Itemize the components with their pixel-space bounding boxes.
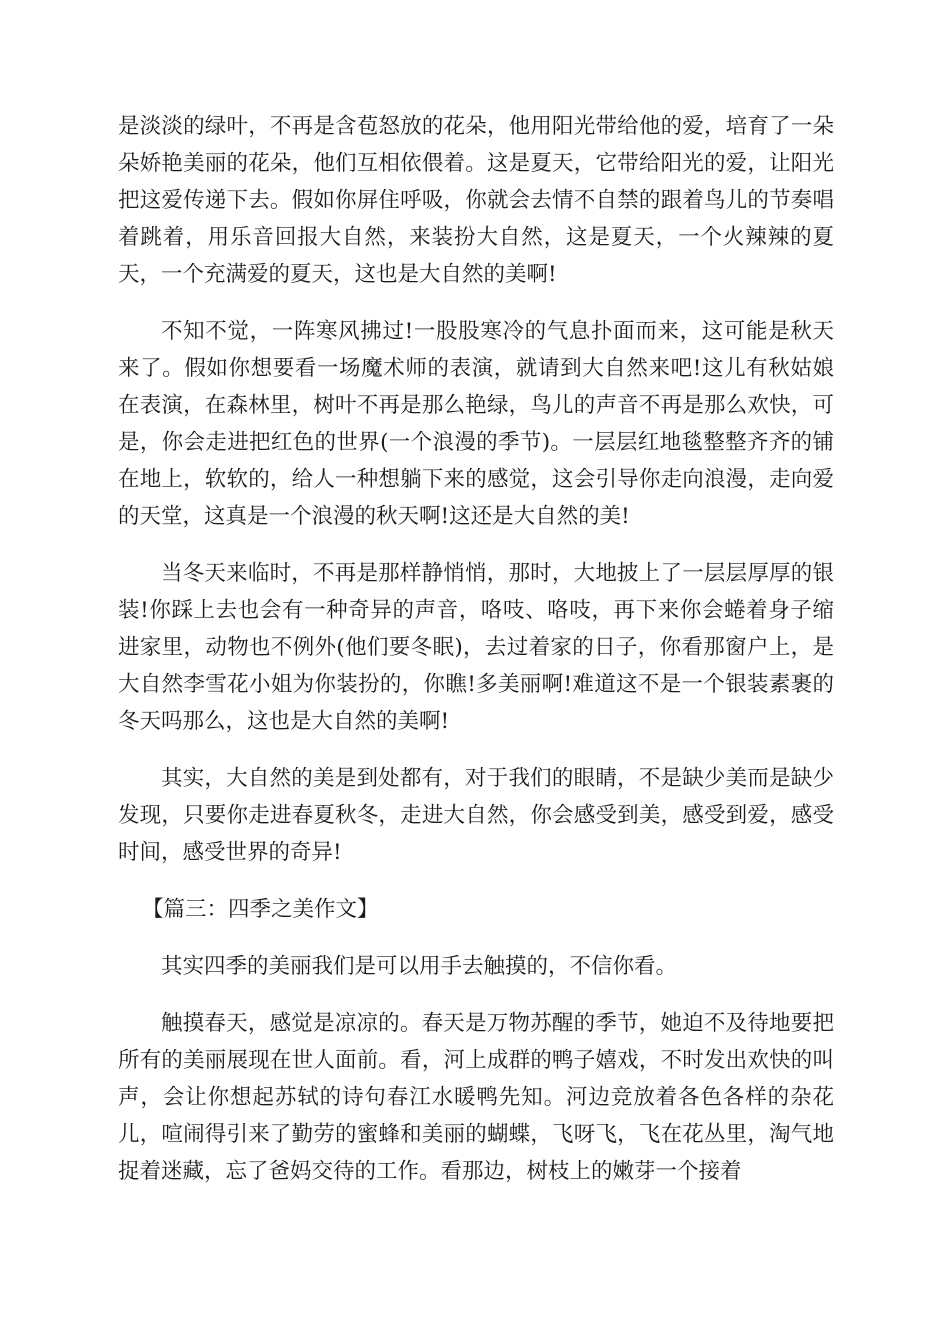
paragraph-autumn: 不知不觉，一阵寒风拂过!一股股寒冷的气息扑面而来，这可能是秋天来了。假如你想要看一场魔术师的表演，就请到大自然来吧!这儿有秋姑娘在表演，在森林里，树叶不再是那么艳绿，鸟儿的声音不再是那么欢快，可是，你会走进把红色的世界(一个浪漫的季节)。一层层红地毯整整齐齐的铺在地上，软软的，给人一种想躺下来的感觉，这会引导你走向浪漫，走向爱的天堂，这真是一个浪漫的秋天啊!这还是大自然的美! [118,319,834,529]
paragraph-intro: 其实四季的美丽我们是可以用手去触摸的，不信你看。 [161,954,678,979]
paragraph-conclusion: 其实，大自然的美是到处都有，对于我们的眼睛，不是缺少美而是缺少发现，只要你走进春夏秋冬，走进大自然，你会感受到美，感受到爱，感受时间，感受世界的奇异! [118,766,834,865]
paragraph-summer: 是淡淡的绿叶，不再是含苞怒放的花朵，他用阳光带给他的爱，培育了一朵朵娇艳美丽的花朵，他们互相依偎着。这是夏天，它带给阳光的爱，让阳光把这爱传递下去。假如你屏住呼吸，你就会去情不自禁的跟着鸟儿的节奏唱着跳着，用乐音回报大自然，来装扮大自然，这是夏天，一个火辣辣的夏天，一个充满爱的夏天，这也是大自然的美啊! [118,114,834,287]
document-page [118,108,834,1210]
section-heading: 【篇三：四季之美作文】 [142,897,379,922]
paragraph-winter: 当冬天来临时，不再是那样静悄悄，那时，大地披上了一层层厚厚的银装!你踩上去也会有一种奇异的声音，咯吱、咯吱，再下来你会蜷着身子缩进家里，动物也不例外(他们要冬眠)，去过着家的日子，你看那窗户上，是大自然李雪花小姐为你装扮的，你瞧!多美丽啊!难道这不是一个银装素裹的冬天吗那么，这也是大自然的美啊! [118,561,834,734]
paragraph-spring: 触摸春天，感觉是凉凉的。春天是万物苏醒的季节，她迫不及待地要把所有的美丽展现在世人面前。看，河上成群的鸭子嬉戏，不时发出欢快的叫声，会让你想起苏轼的诗句春江水暖鸭先知。河边竞放着各色各样的杂花儿，喧闹得引来了勤劳的蜜蜂和美丽的蝴蝶，飞呀飞，飞在花丛里，淘气地捉着迷藏，忘了爸妈交待的工作。看那边，树枝上的嫩芽一个接着 [118,1011,834,1184]
